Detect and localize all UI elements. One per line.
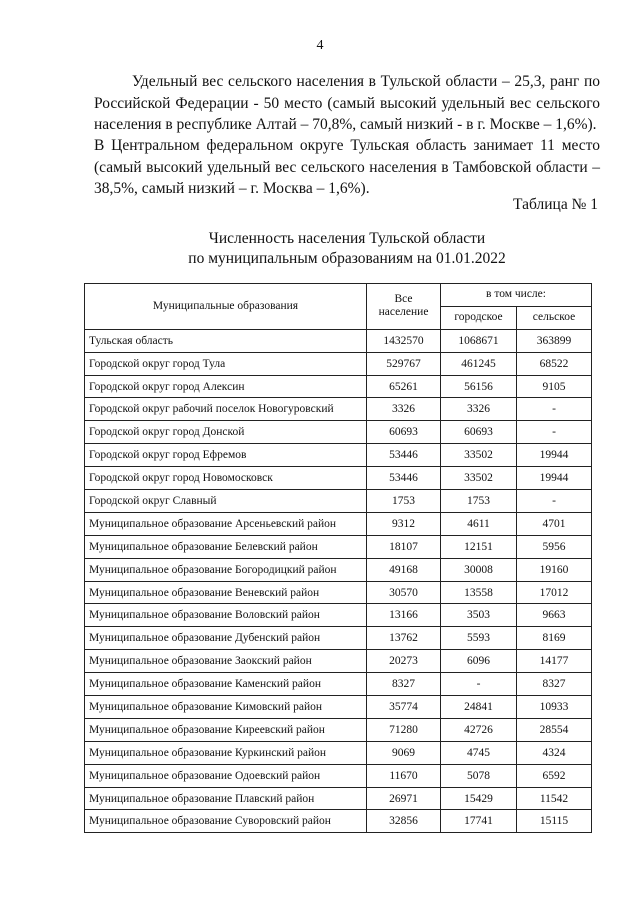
cell-urban: 42726 [441, 718, 517, 741]
table-row [85, 329, 592, 352]
cell-name: Городской округ город Новомосковск [85, 467, 367, 490]
table-row [85, 490, 592, 513]
cell-total: 1432570 [367, 329, 441, 352]
cell-urban: 24841 [441, 696, 517, 719]
cell-rural: - [517, 421, 592, 444]
cell-urban: 56156 [441, 375, 517, 398]
cell-rural: 28554 [517, 718, 592, 741]
header-including: в том числе: [441, 284, 592, 307]
table-row [85, 535, 592, 558]
cell-rural: 17012 [517, 581, 592, 604]
table-row [85, 352, 592, 375]
cell-name: Городской округ город Алексин [85, 375, 367, 398]
cell-total: 60693 [367, 421, 441, 444]
table-row [85, 604, 592, 627]
cell-rural: - [517, 398, 592, 421]
table-row [85, 764, 592, 787]
cell-urban: 6096 [441, 650, 517, 673]
cell-rural: 19944 [517, 467, 592, 490]
header-total-population: Все население [367, 284, 441, 330]
cell-total: 32856 [367, 810, 441, 833]
cell-rural: 14177 [517, 650, 592, 673]
cell-rural: 363899 [517, 329, 592, 352]
cell-rural: 4324 [517, 741, 592, 764]
cell-urban: - [441, 673, 517, 696]
cell-name: Муниципальное образование Белевский район [85, 535, 367, 558]
cell-rural: 19944 [517, 444, 592, 467]
cell-rural: - [517, 490, 592, 513]
cell-name: Городской округ город Тула [85, 352, 367, 375]
cell-rural: 10933 [517, 696, 592, 719]
cell-total: 71280 [367, 718, 441, 741]
table-row [85, 444, 592, 467]
cell-name: Городской округ город Донской [85, 421, 367, 444]
cell-urban: 15429 [441, 787, 517, 810]
table-row [85, 718, 592, 741]
table-row [85, 627, 592, 650]
cell-name: Муниципальное образование Богородицкий район [85, 558, 367, 581]
cell-rural: 6592 [517, 764, 592, 787]
cell-name: Муниципальное образование Суворовский район [85, 810, 367, 833]
cell-rural: 4701 [517, 512, 592, 535]
cell-name: Муниципальное образование Воловский район [85, 604, 367, 627]
cell-rural: 5956 [517, 535, 592, 558]
cell-total: 529767 [367, 352, 441, 375]
cell-rural: 11542 [517, 787, 592, 810]
cell-rural: 68522 [517, 352, 592, 375]
table-row [85, 673, 592, 696]
cell-urban: 1068671 [441, 329, 517, 352]
cell-urban: 5078 [441, 764, 517, 787]
cell-name: Городской округ Славный [85, 490, 367, 513]
cell-total: 65261 [367, 375, 441, 398]
cell-urban: 12151 [441, 535, 517, 558]
paragraph-central-district: В Центральном федеральном округе Тульская область занимает 11 место (самый высокий удельный вес сельского населения в Тамбовской области – 38,5%, самый низкий – г. Москва – 1,6%). [94, 137, 600, 197]
table-row [85, 581, 592, 604]
cell-rural: 15115 [517, 810, 592, 833]
cell-total: 18107 [367, 535, 441, 558]
cell-total: 53446 [367, 467, 441, 490]
table-title-line-1: Численность населения Тульской области [208, 230, 486, 247]
cell-total: 11670 [367, 764, 441, 787]
cell-urban: 60693 [441, 421, 517, 444]
cell-rural: 8327 [517, 673, 592, 696]
table-row [85, 512, 592, 535]
table-row [85, 398, 592, 421]
paragraph-rural-share: Удельный вес сельского населения в Тульской области – 25,3, ранг по Российской Федерации - 50 место (самый высокий удельный вес сельского населения в республике Алтай – 70,8%, самый низкий - в г. Москве – 1,6%). [94, 73, 600, 133]
cell-name: Тульская область [85, 329, 367, 352]
page-number: 4 [316, 38, 324, 53]
cell-name: Муниципальное образование Каменский район [85, 673, 367, 696]
cell-total: 26971 [367, 787, 441, 810]
header-municipality: Муниципальные образования [85, 284, 367, 330]
cell-total: 8327 [367, 673, 441, 696]
cell-name: Муниципальное образование Дубенский район [85, 627, 367, 650]
cell-total: 9069 [367, 741, 441, 764]
cell-total: 13762 [367, 627, 441, 650]
cell-name: Муниципальное образование Плавский район [85, 787, 367, 810]
cell-urban: 33502 [441, 467, 517, 490]
header-rural: сельское [517, 306, 592, 329]
cell-name: Муниципальное образование Куркинский район [85, 741, 367, 764]
table-row [85, 467, 592, 490]
table-row [85, 787, 592, 810]
cell-total: 3326 [367, 398, 441, 421]
cell-total: 53446 [367, 444, 441, 467]
cell-rural: 9663 [517, 604, 592, 627]
cell-total: 1753 [367, 490, 441, 513]
cell-urban: 3503 [441, 604, 517, 627]
cell-total: 35774 [367, 696, 441, 719]
cell-urban: 17741 [441, 810, 517, 833]
population-table [84, 283, 592, 833]
cell-name: Городской округ рабочий поселок Новогуровский [85, 398, 367, 421]
table-title-line-2: по муниципальным образованиям на 01.01.2022 [188, 250, 506, 267]
cell-name: Муниципальное образование Заокский район [85, 650, 367, 673]
table-row [85, 558, 592, 581]
table-label: Таблица № 1 [513, 196, 598, 213]
table-row [85, 810, 592, 833]
cell-urban: 4745 [441, 741, 517, 764]
cell-rural: 9105 [517, 375, 592, 398]
table-title [94, 229, 600, 269]
cell-urban: 3326 [441, 398, 517, 421]
table-row [85, 741, 592, 764]
cell-total: 13166 [367, 604, 441, 627]
table-header-row [85, 284, 592, 307]
header-urban: городское [441, 306, 517, 329]
cell-total: 49168 [367, 558, 441, 581]
cell-urban: 4611 [441, 512, 517, 535]
table-row [85, 375, 592, 398]
cell-name: Муниципальное образование Киреевский район [85, 718, 367, 741]
cell-rural: 8169 [517, 627, 592, 650]
table-row [85, 421, 592, 444]
cell-name: Городской округ город Ефремов [85, 444, 367, 467]
cell-urban: 33502 [441, 444, 517, 467]
cell-rural: 19160 [517, 558, 592, 581]
cell-urban: 5593 [441, 627, 517, 650]
table-row [85, 650, 592, 673]
cell-urban: 30008 [441, 558, 517, 581]
cell-urban: 461245 [441, 352, 517, 375]
cell-urban: 13558 [441, 581, 517, 604]
cell-name: Муниципальное образование Кимовский район [85, 696, 367, 719]
cell-total: 30570 [367, 581, 441, 604]
cell-total: 9312 [367, 512, 441, 535]
cell-total: 20273 [367, 650, 441, 673]
cell-name: Муниципальное образование Арсеньевский район [85, 512, 367, 535]
table-row [85, 696, 592, 719]
cell-urban: 1753 [441, 490, 517, 513]
cell-name: Муниципальное образование Веневский район [85, 581, 367, 604]
cell-name: Муниципальное образование Одоевский район [85, 764, 367, 787]
